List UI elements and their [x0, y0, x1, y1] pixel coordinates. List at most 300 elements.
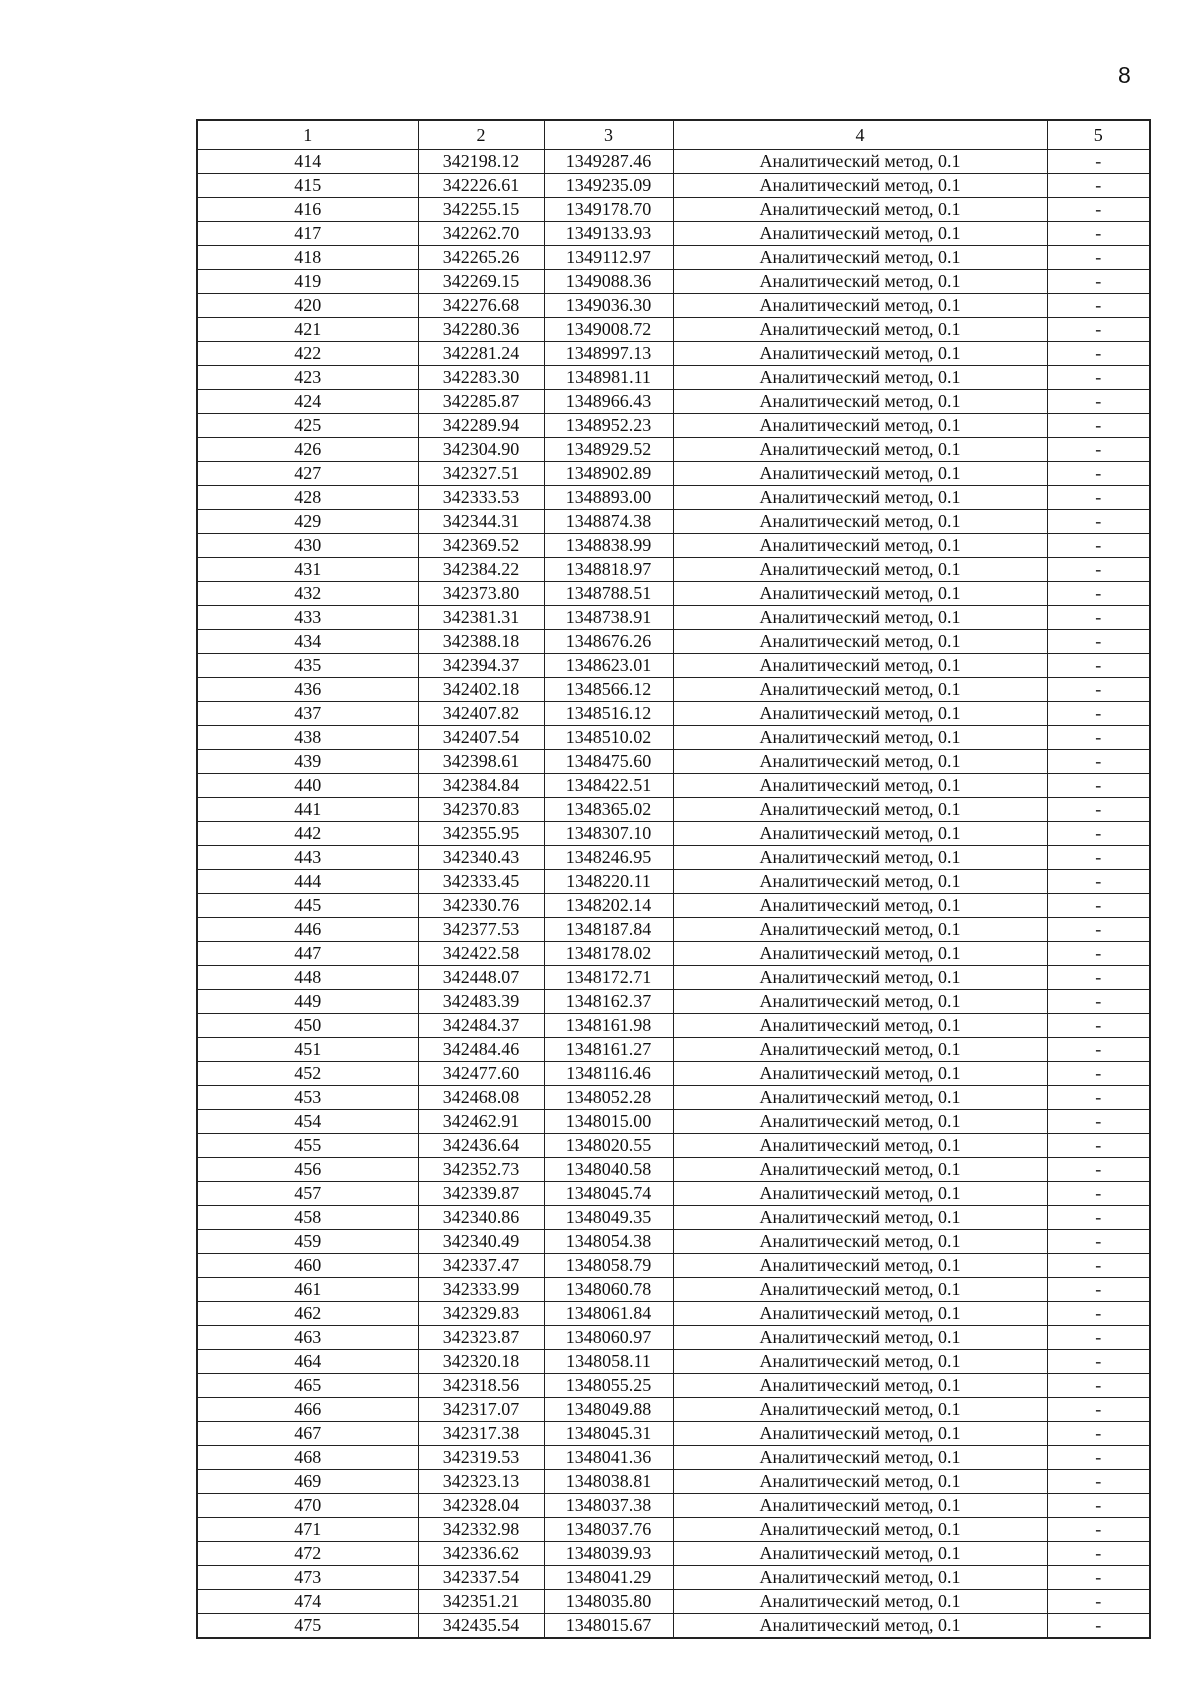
cell-method-accuracy: Аналитический метод, 0.1 — [673, 318, 1047, 342]
cell-note: - — [1047, 1110, 1150, 1134]
cell-method-accuracy: Аналитический метод, 0.1 — [673, 942, 1047, 966]
cell-point-number: 422 — [197, 342, 418, 366]
cell-y-coordinate: 1348058.11 — [544, 1350, 673, 1374]
table-row — [197, 1398, 1150, 1422]
cell-note: - — [1047, 1326, 1150, 1350]
cell-y-coordinate: 1348035.80 — [544, 1590, 673, 1614]
cell-y-coordinate: 1348040.58 — [544, 1158, 673, 1182]
table-header — [197, 120, 1150, 150]
cell-method-accuracy: Аналитический метод, 0.1 — [673, 1086, 1047, 1110]
cell-method-accuracy: Аналитический метод, 0.1 — [673, 1110, 1047, 1134]
cell-point-number: 417 — [197, 222, 418, 246]
cell-note: - — [1047, 1374, 1150, 1398]
cell-x-coordinate: 342435.54 — [418, 1614, 544, 1639]
cell-point-number: 465 — [197, 1374, 418, 1398]
cell-x-coordinate: 342484.46 — [418, 1038, 544, 1062]
cell-method-accuracy: Аналитический метод, 0.1 — [673, 510, 1047, 534]
table-row — [197, 1110, 1150, 1134]
cell-x-coordinate: 342370.83 — [418, 798, 544, 822]
cell-note: - — [1047, 1614, 1150, 1639]
cell-note: - — [1047, 702, 1150, 726]
cell-point-number: 459 — [197, 1230, 418, 1254]
cell-point-number: 448 — [197, 966, 418, 990]
cell-x-coordinate: 342436.64 — [418, 1134, 544, 1158]
cell-note: - — [1047, 150, 1150, 174]
cell-method-accuracy: Аналитический метод, 0.1 — [673, 150, 1047, 174]
cell-method-accuracy: Аналитический метод, 0.1 — [673, 414, 1047, 438]
cell-y-coordinate: 1348015.67 — [544, 1614, 673, 1639]
cell-point-number: 469 — [197, 1470, 418, 1494]
cell-note: - — [1047, 558, 1150, 582]
cell-method-accuracy: Аналитический метод, 0.1 — [673, 798, 1047, 822]
cell-note: - — [1047, 990, 1150, 1014]
cell-point-number: 425 — [197, 414, 418, 438]
table-row — [197, 558, 1150, 582]
cell-point-number: 449 — [197, 990, 418, 1014]
cell-x-coordinate: 342198.12 — [418, 150, 544, 174]
cell-point-number: 415 — [197, 174, 418, 198]
cell-x-coordinate: 342394.37 — [418, 654, 544, 678]
cell-y-coordinate: 1348676.26 — [544, 630, 673, 654]
cell-point-number: 437 — [197, 702, 418, 726]
cell-note: - — [1047, 246, 1150, 270]
cell-y-coordinate: 1348172.71 — [544, 966, 673, 990]
cell-x-coordinate: 342388.18 — [418, 630, 544, 654]
cell-note: - — [1047, 1422, 1150, 1446]
cell-method-accuracy: Аналитический метод, 0.1 — [673, 1494, 1047, 1518]
cell-note: - — [1047, 1230, 1150, 1254]
cell-method-accuracy: Аналитический метод, 0.1 — [673, 678, 1047, 702]
cell-note: - — [1047, 1590, 1150, 1614]
cell-x-coordinate: 342317.07 — [418, 1398, 544, 1422]
cell-method-accuracy: Аналитический метод, 0.1 — [673, 1134, 1047, 1158]
table-row — [197, 174, 1150, 198]
cell-x-coordinate: 342384.22 — [418, 558, 544, 582]
cell-note: - — [1047, 318, 1150, 342]
cell-point-number: 446 — [197, 918, 418, 942]
table-row — [197, 1038, 1150, 1062]
cell-x-coordinate: 342280.36 — [418, 318, 544, 342]
cell-y-coordinate: 1348838.99 — [544, 534, 673, 558]
cell-note: - — [1047, 1014, 1150, 1038]
cell-y-coordinate: 1348516.12 — [544, 702, 673, 726]
cell-note: - — [1047, 1062, 1150, 1086]
cell-x-coordinate: 342283.30 — [418, 366, 544, 390]
cell-note: - — [1047, 726, 1150, 750]
cell-method-accuracy: Аналитический метод, 0.1 — [673, 1062, 1047, 1086]
cell-method-accuracy: Аналитический метод, 0.1 — [673, 918, 1047, 942]
cell-y-coordinate: 1348929.52 — [544, 438, 673, 462]
cell-y-coordinate: 1348055.25 — [544, 1374, 673, 1398]
cell-x-coordinate: 342304.90 — [418, 438, 544, 462]
cell-note: - — [1047, 486, 1150, 510]
table-row — [197, 1518, 1150, 1542]
table-row — [197, 774, 1150, 798]
cell-note: - — [1047, 366, 1150, 390]
cell-x-coordinate: 342255.15 — [418, 198, 544, 222]
cell-y-coordinate: 1348041.29 — [544, 1566, 673, 1590]
cell-method-accuracy: Аналитический метод, 0.1 — [673, 1374, 1047, 1398]
cell-x-coordinate: 342319.53 — [418, 1446, 544, 1470]
cell-y-coordinate: 1348202.14 — [544, 894, 673, 918]
cell-point-number: 450 — [197, 1014, 418, 1038]
cell-y-coordinate: 1349133.93 — [544, 222, 673, 246]
cell-x-coordinate: 342328.04 — [418, 1494, 544, 1518]
header-col-5: 5 — [1047, 120, 1150, 150]
cell-x-coordinate: 342323.87 — [418, 1326, 544, 1350]
cell-note: - — [1047, 918, 1150, 942]
cell-point-number: 432 — [197, 582, 418, 606]
cell-y-coordinate: 1348966.43 — [544, 390, 673, 414]
cell-method-accuracy: Аналитический метод, 0.1 — [673, 1254, 1047, 1278]
cell-point-number: 431 — [197, 558, 418, 582]
cell-x-coordinate: 342337.47 — [418, 1254, 544, 1278]
cell-y-coordinate: 1348060.97 — [544, 1326, 673, 1350]
cell-y-coordinate: 1348052.28 — [544, 1086, 673, 1110]
cell-point-number: 452 — [197, 1062, 418, 1086]
cell-note: - — [1047, 798, 1150, 822]
cell-method-accuracy: Аналитический метод, 0.1 — [673, 1590, 1047, 1614]
cell-y-coordinate: 1348020.55 — [544, 1134, 673, 1158]
cell-x-coordinate: 342384.84 — [418, 774, 544, 798]
cell-method-accuracy: Аналитический метод, 0.1 — [673, 1398, 1047, 1422]
cell-y-coordinate: 1348061.84 — [544, 1302, 673, 1326]
cell-y-coordinate: 1348039.93 — [544, 1542, 673, 1566]
cell-x-coordinate: 342340.43 — [418, 846, 544, 870]
cell-note: - — [1047, 870, 1150, 894]
cell-x-coordinate: 342422.58 — [418, 942, 544, 966]
cell-x-coordinate: 342339.87 — [418, 1182, 544, 1206]
cell-method-accuracy: Аналитический метод, 0.1 — [673, 1158, 1047, 1182]
cell-point-number: 434 — [197, 630, 418, 654]
table-row — [197, 1542, 1150, 1566]
table-row — [197, 1158, 1150, 1182]
cell-y-coordinate: 1349287.46 — [544, 150, 673, 174]
cell-y-coordinate: 1348738.91 — [544, 606, 673, 630]
cell-method-accuracy: Аналитический метод, 0.1 — [673, 1206, 1047, 1230]
cell-note: - — [1047, 1134, 1150, 1158]
cell-y-coordinate: 1348037.38 — [544, 1494, 673, 1518]
cell-y-coordinate: 1349008.72 — [544, 318, 673, 342]
cell-x-coordinate: 342407.82 — [418, 702, 544, 726]
cell-note: - — [1047, 1470, 1150, 1494]
cell-y-coordinate: 1348178.02 — [544, 942, 673, 966]
cell-note: - — [1047, 1398, 1150, 1422]
cell-method-accuracy: Аналитический метод, 0.1 — [673, 486, 1047, 510]
cell-note: - — [1047, 198, 1150, 222]
cell-method-accuracy: Аналитический метод, 0.1 — [673, 846, 1047, 870]
cell-note: - — [1047, 894, 1150, 918]
cell-x-coordinate: 342329.83 — [418, 1302, 544, 1326]
cell-y-coordinate: 1348818.97 — [544, 558, 673, 582]
cell-note: - — [1047, 1350, 1150, 1374]
cell-method-accuracy: Аналитический метод, 0.1 — [673, 630, 1047, 654]
cell-point-number: 472 — [197, 1542, 418, 1566]
cell-point-number: 467 — [197, 1422, 418, 1446]
cell-y-coordinate: 1348307.10 — [544, 822, 673, 846]
cell-method-accuracy: Аналитический метод, 0.1 — [673, 342, 1047, 366]
cell-y-coordinate: 1348981.11 — [544, 366, 673, 390]
cell-y-coordinate: 1348902.89 — [544, 462, 673, 486]
cell-x-coordinate: 342377.53 — [418, 918, 544, 942]
table-row — [197, 1230, 1150, 1254]
cell-y-coordinate: 1348161.98 — [544, 1014, 673, 1038]
cell-point-number: 475 — [197, 1614, 418, 1639]
table-row — [197, 294, 1150, 318]
cell-note: - — [1047, 1278, 1150, 1302]
cell-method-accuracy: Аналитический метод, 0.1 — [673, 1230, 1047, 1254]
table-row — [197, 1278, 1150, 1302]
cell-point-number: 433 — [197, 606, 418, 630]
cell-point-number: 438 — [197, 726, 418, 750]
page-number: 8 — [1118, 62, 1131, 88]
table-row — [197, 1446, 1150, 1470]
cell-point-number: 458 — [197, 1206, 418, 1230]
cell-y-coordinate: 1348038.81 — [544, 1470, 673, 1494]
table-row — [197, 1422, 1150, 1446]
cell-point-number: 443 — [197, 846, 418, 870]
cell-x-coordinate: 342332.98 — [418, 1518, 544, 1542]
cell-point-number: 435 — [197, 654, 418, 678]
cell-method-accuracy: Аналитический метод, 0.1 — [673, 462, 1047, 486]
table-row — [197, 702, 1150, 726]
cell-x-coordinate: 342318.56 — [418, 1374, 544, 1398]
cell-method-accuracy: Аналитический метод, 0.1 — [673, 1278, 1047, 1302]
table-row — [197, 510, 1150, 534]
cell-note: - — [1047, 174, 1150, 198]
cell-x-coordinate: 342398.61 — [418, 750, 544, 774]
header-col-3: 3 — [544, 120, 673, 150]
cell-note: - — [1047, 1182, 1150, 1206]
cell-y-coordinate: 1348246.95 — [544, 846, 673, 870]
header-col-4: 4 — [673, 120, 1047, 150]
cell-x-coordinate: 342344.31 — [418, 510, 544, 534]
cell-y-coordinate: 1349178.70 — [544, 198, 673, 222]
cell-x-coordinate: 342276.68 — [418, 294, 544, 318]
cell-x-coordinate: 342462.91 — [418, 1110, 544, 1134]
cell-point-number: 473 — [197, 1566, 418, 1590]
cell-method-accuracy: Аналитический метод, 0.1 — [673, 966, 1047, 990]
cell-x-coordinate: 342373.80 — [418, 582, 544, 606]
table-row — [197, 198, 1150, 222]
cell-x-coordinate: 342289.94 — [418, 414, 544, 438]
cell-note: - — [1047, 942, 1150, 966]
table-row — [197, 1470, 1150, 1494]
cell-method-accuracy: Аналитический метод, 0.1 — [673, 654, 1047, 678]
cell-method-accuracy: Аналитический метод, 0.1 — [673, 582, 1047, 606]
cell-note: - — [1047, 1566, 1150, 1590]
cell-point-number: 442 — [197, 822, 418, 846]
cell-point-number: 461 — [197, 1278, 418, 1302]
cell-method-accuracy: Аналитический метод, 0.1 — [673, 822, 1047, 846]
header-col-2: 2 — [418, 120, 544, 150]
header-col-1: 1 — [197, 120, 418, 150]
cell-y-coordinate: 1348220.11 — [544, 870, 673, 894]
cell-x-coordinate: 342269.15 — [418, 270, 544, 294]
cell-x-coordinate: 342333.45 — [418, 870, 544, 894]
table-row — [197, 414, 1150, 438]
table-row — [197, 726, 1150, 750]
cell-point-number: 430 — [197, 534, 418, 558]
cell-y-coordinate: 1348893.00 — [544, 486, 673, 510]
cell-point-number: 447 — [197, 942, 418, 966]
cell-x-coordinate: 342265.26 — [418, 246, 544, 270]
cell-note: - — [1047, 1158, 1150, 1182]
cell-note: - — [1047, 534, 1150, 558]
cell-y-coordinate: 1348049.88 — [544, 1398, 673, 1422]
cell-x-coordinate: 342340.49 — [418, 1230, 544, 1254]
cell-y-coordinate: 1348475.60 — [544, 750, 673, 774]
table-row — [197, 366, 1150, 390]
table-row — [197, 1062, 1150, 1086]
cell-method-accuracy: Аналитический метод, 0.1 — [673, 1566, 1047, 1590]
cell-y-coordinate: 1348161.27 — [544, 1038, 673, 1062]
cell-point-number: 460 — [197, 1254, 418, 1278]
cell-x-coordinate: 342369.52 — [418, 534, 544, 558]
cell-note: - — [1047, 342, 1150, 366]
cell-point-number: 436 — [197, 678, 418, 702]
table-row — [197, 1206, 1150, 1230]
cell-x-coordinate: 342381.31 — [418, 606, 544, 630]
cell-note: - — [1047, 414, 1150, 438]
cell-point-number: 462 — [197, 1302, 418, 1326]
cell-point-number: 440 — [197, 774, 418, 798]
cell-point-number: 429 — [197, 510, 418, 534]
table-row — [197, 222, 1150, 246]
cell-point-number: 470 — [197, 1494, 418, 1518]
cell-note: - — [1047, 270, 1150, 294]
table-row — [197, 918, 1150, 942]
cell-point-number: 428 — [197, 486, 418, 510]
cell-y-coordinate: 1348874.38 — [544, 510, 673, 534]
cell-method-accuracy: Аналитический метод, 0.1 — [673, 1326, 1047, 1350]
cell-x-coordinate: 342355.95 — [418, 822, 544, 846]
cell-note: - — [1047, 438, 1150, 462]
cell-point-number: 444 — [197, 870, 418, 894]
cell-method-accuracy: Аналитический метод, 0.1 — [673, 366, 1047, 390]
cell-y-coordinate: 1348041.36 — [544, 1446, 673, 1470]
table-row — [197, 966, 1150, 990]
cell-method-accuracy: Аналитический метод, 0.1 — [673, 534, 1047, 558]
cell-method-accuracy: Аналитический метод, 0.1 — [673, 294, 1047, 318]
cell-x-coordinate: 342468.08 — [418, 1086, 544, 1110]
cell-method-accuracy: Аналитический метод, 0.1 — [673, 198, 1047, 222]
cell-x-coordinate: 342226.61 — [418, 174, 544, 198]
table-row — [197, 630, 1150, 654]
cell-method-accuracy: Аналитический метод, 0.1 — [673, 1446, 1047, 1470]
table-row — [197, 1350, 1150, 1374]
cell-point-number: 439 — [197, 750, 418, 774]
cell-note: - — [1047, 966, 1150, 990]
cell-method-accuracy: Аналитический метод, 0.1 — [673, 1614, 1047, 1639]
cell-y-coordinate: 1348049.35 — [544, 1206, 673, 1230]
cell-x-coordinate: 342336.62 — [418, 1542, 544, 1566]
cell-note: - — [1047, 654, 1150, 678]
cell-point-number: 416 — [197, 198, 418, 222]
cell-note: - — [1047, 774, 1150, 798]
cell-x-coordinate: 342327.51 — [418, 462, 544, 486]
cell-y-coordinate: 1348060.78 — [544, 1278, 673, 1302]
cell-point-number: 457 — [197, 1182, 418, 1206]
cell-point-number: 464 — [197, 1350, 418, 1374]
cell-x-coordinate: 342330.76 — [418, 894, 544, 918]
cell-method-accuracy: Аналитический метод, 0.1 — [673, 894, 1047, 918]
header-row — [197, 120, 1150, 150]
table-row — [197, 1494, 1150, 1518]
cell-y-coordinate: 1348422.51 — [544, 774, 673, 798]
cell-method-accuracy: Аналитический метод, 0.1 — [673, 174, 1047, 198]
table-row — [197, 1134, 1150, 1158]
cell-y-coordinate: 1349112.97 — [544, 246, 673, 270]
cell-note: - — [1047, 1038, 1150, 1062]
table-row — [197, 822, 1150, 846]
cell-point-number: 455 — [197, 1134, 418, 1158]
cell-y-coordinate: 1349036.30 — [544, 294, 673, 318]
cell-point-number: 414 — [197, 150, 418, 174]
cell-note: - — [1047, 582, 1150, 606]
cell-method-accuracy: Аналитический метод, 0.1 — [673, 558, 1047, 582]
table-row — [197, 438, 1150, 462]
cell-note: - — [1047, 1446, 1150, 1470]
cell-method-accuracy: Аналитический метод, 0.1 — [673, 1542, 1047, 1566]
cell-point-number: 445 — [197, 894, 418, 918]
cell-point-number: 463 — [197, 1326, 418, 1350]
cell-y-coordinate: 1348058.79 — [544, 1254, 673, 1278]
cell-y-coordinate: 1348788.51 — [544, 582, 673, 606]
cell-x-coordinate: 342477.60 — [418, 1062, 544, 1086]
cell-x-coordinate: 342340.86 — [418, 1206, 544, 1230]
cell-note: - — [1047, 222, 1150, 246]
cell-x-coordinate: 342323.13 — [418, 1470, 544, 1494]
cell-note: - — [1047, 750, 1150, 774]
cell-method-accuracy: Аналитический метод, 0.1 — [673, 1038, 1047, 1062]
table-row — [197, 342, 1150, 366]
cell-point-number: 420 — [197, 294, 418, 318]
cell-y-coordinate: 1348365.02 — [544, 798, 673, 822]
coordinates-table — [196, 119, 1151, 1639]
cell-point-number: 474 — [197, 1590, 418, 1614]
cell-y-coordinate: 1348623.01 — [544, 654, 673, 678]
table-row — [197, 1590, 1150, 1614]
cell-y-coordinate: 1348997.13 — [544, 342, 673, 366]
cell-note: - — [1047, 630, 1150, 654]
cell-y-coordinate: 1348187.84 — [544, 918, 673, 942]
table-row — [197, 1614, 1150, 1639]
table-row — [197, 942, 1150, 966]
cell-method-accuracy: Аналитический метод, 0.1 — [673, 1350, 1047, 1374]
table-row — [197, 894, 1150, 918]
cell-note: - — [1047, 1494, 1150, 1518]
table-row — [197, 582, 1150, 606]
cell-y-coordinate: 1348510.02 — [544, 726, 673, 750]
cell-x-coordinate: 342407.54 — [418, 726, 544, 750]
cell-method-accuracy: Аналитический метод, 0.1 — [673, 870, 1047, 894]
table-row — [197, 246, 1150, 270]
cell-y-coordinate: 1348045.31 — [544, 1422, 673, 1446]
table-row — [197, 486, 1150, 510]
table-row — [197, 390, 1150, 414]
table-row — [197, 1566, 1150, 1590]
cell-y-coordinate: 1348952.23 — [544, 414, 673, 438]
table-row — [197, 1326, 1150, 1350]
table-row — [197, 606, 1150, 630]
cell-method-accuracy: Аналитический метод, 0.1 — [673, 1422, 1047, 1446]
table-row — [197, 750, 1150, 774]
cell-note: - — [1047, 462, 1150, 486]
cell-x-coordinate: 342483.39 — [418, 990, 544, 1014]
table-row — [197, 798, 1150, 822]
cell-note: - — [1047, 822, 1150, 846]
